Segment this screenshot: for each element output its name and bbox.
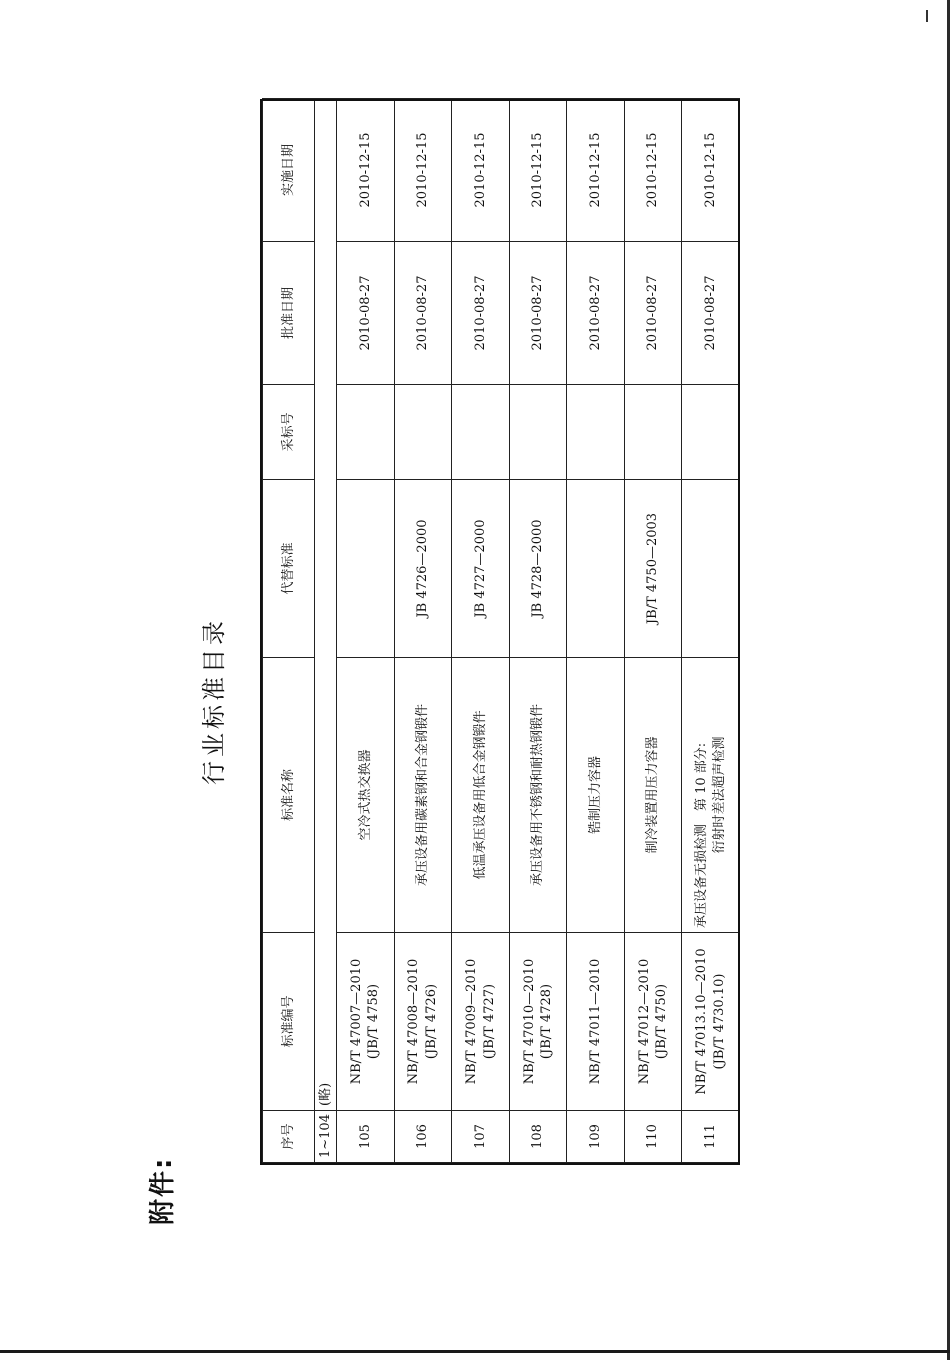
- cell-replaced: JB/T 4750—2003: [624, 480, 682, 658]
- header-effective-date: 实施日期: [263, 99, 315, 242]
- code-main: NB/T 47009—2010: [463, 958, 479, 1085]
- cell-effective-date: 2010-12-15: [682, 99, 740, 242]
- name-main: 承压设备用碳素钢和合金钢锻件: [415, 704, 431, 887]
- placeholder-note: (略): [315, 99, 337, 1111]
- standards-table: [262, 98, 740, 1163]
- cell-adopted: [567, 385, 625, 480]
- cell-code: [682, 933, 740, 1111]
- placeholder-seq: 1~104: [315, 1111, 337, 1163]
- code-main: NB/T 47007—2010: [348, 958, 364, 1085]
- cell-effective-date: 2010-12-15: [509, 99, 567, 242]
- cell-name: [567, 658, 625, 933]
- code-sub: (JB/T 4727): [481, 983, 497, 1060]
- cell-effective-date: 2010-12-15: [337, 99, 395, 242]
- cell-seq: 109: [567, 1111, 625, 1163]
- cell-seq: 111: [682, 1111, 740, 1163]
- cell-replaced: [337, 480, 395, 658]
- code-main: NB/T 47012—2010: [636, 958, 652, 1085]
- table-row: [394, 99, 452, 1163]
- cell-adopted: [509, 385, 567, 480]
- table-row: [509, 99, 567, 1163]
- code-main: NB/T 47013.10—2010: [694, 948, 710, 1095]
- code-sub: (JB/T 4728): [539, 983, 555, 1060]
- cell-name: [682, 658, 740, 933]
- code-main: NB/T 47011—2010: [587, 958, 603, 1085]
- table-row: [567, 99, 625, 1163]
- cell-effective-date: 2010-12-15: [624, 99, 682, 242]
- table-row: [452, 99, 510, 1163]
- cell-name: [509, 658, 567, 933]
- cell-adopted: [682, 385, 740, 480]
- cell-seq: 106: [394, 1111, 452, 1163]
- cell-effective-date: 2010-12-15: [394, 99, 452, 242]
- code-sub: (JB/T 4750): [654, 983, 670, 1060]
- code-sub: (JB/T 4730.10): [711, 973, 727, 1070]
- cell-code: [394, 933, 452, 1111]
- name-main: 低温承压设备用低合金钢锻件: [472, 710, 488, 880]
- cell-adopted: [452, 385, 510, 480]
- header-adopted: 采标号: [263, 385, 315, 480]
- table-row: [337, 99, 395, 1163]
- header-name: 标准名称: [263, 658, 315, 933]
- header-replaced: 代替标准: [263, 480, 315, 658]
- cell-replaced: JB 4728—2000: [509, 480, 567, 658]
- header-code: 标准编号: [263, 933, 315, 1111]
- cell-adopted: [624, 385, 682, 480]
- cell-name: [394, 658, 452, 933]
- placeholder-row: [315, 99, 337, 1163]
- cell-seq: 107: [452, 1111, 510, 1163]
- cell-effective-date: 2010-12-15: [567, 99, 625, 242]
- code-sub: (JB/T 4726): [424, 983, 439, 1060]
- cell-adopted: [337, 385, 395, 480]
- code-main: NB/T 47010—2010: [521, 958, 537, 1085]
- cell-code: [509, 933, 567, 1111]
- name-main: 锆制压力容器: [587, 756, 603, 835]
- cell-code: [337, 933, 395, 1111]
- name-main: 承压设备用不锈钢和耐热钢锻件: [530, 704, 546, 887]
- cell-approval-date: 2010-08-27: [394, 242, 452, 385]
- document-title: 行业标准目录: [200, 617, 228, 785]
- code-sub: (JB/T 4758): [366, 983, 382, 1060]
- cell-seq: 108: [509, 1111, 567, 1163]
- name-main: 制冷装置用压力容器: [645, 736, 661, 854]
- cell-adopted: [394, 385, 452, 480]
- table-row: [624, 99, 682, 1163]
- cell-code: [452, 933, 510, 1111]
- cell-name: [337, 658, 395, 933]
- name-main: 承压设备无损检测 第 10 部分:: [694, 742, 710, 928]
- attachment-label: 附件:: [148, 1156, 178, 1225]
- code-main: NB/T 47008—2010: [406, 958, 422, 1085]
- cell-replaced: JB 4726—2000: [394, 480, 452, 658]
- cell-code: [624, 933, 682, 1111]
- cell-approval-date: 2010-08-27: [682, 242, 740, 385]
- cell-name: [624, 658, 682, 933]
- header-approval-date: 批准日期: [263, 242, 315, 385]
- cell-approval-date: 2010-08-27: [624, 242, 682, 385]
- cell-approval-date: 2010-08-27: [509, 242, 567, 385]
- cell-seq: 110: [624, 1111, 682, 1163]
- cell-replaced: [682, 480, 740, 658]
- cell-name: [452, 658, 510, 933]
- cell-approval-date: 2010-08-27: [452, 242, 510, 385]
- name-main: 空冷式热交换器: [357, 749, 373, 841]
- cell-replaced: [567, 480, 625, 658]
- table-row: [682, 99, 740, 1163]
- cell-approval-date: 2010-08-27: [567, 242, 625, 385]
- cell-effective-date: 2010-12-15: [452, 99, 510, 242]
- header-seq: 序号: [263, 1111, 315, 1163]
- cell-replaced: JB 4727—2000: [452, 480, 510, 658]
- name-sub: 衍射时差法超声检测: [711, 736, 727, 854]
- table-header-row: [263, 99, 315, 1163]
- cell-seq: 105: [337, 1111, 395, 1163]
- cell-approval-date: 2010-08-27: [337, 242, 395, 385]
- cell-code: [567, 933, 625, 1111]
